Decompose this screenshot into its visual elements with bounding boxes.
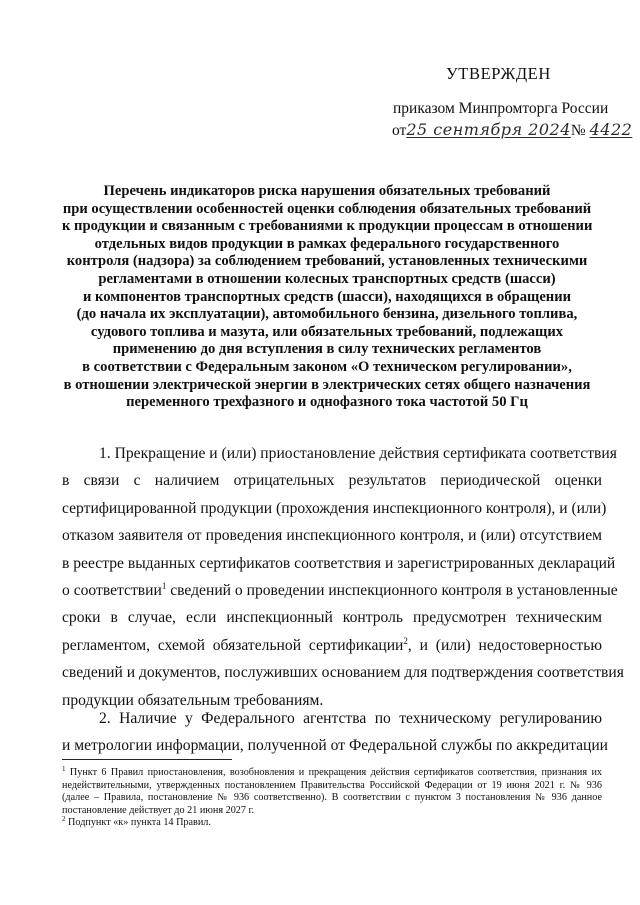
paragraph-line: 2. Наличие у Федерального агентства по техническому регулированию xyxy=(99,710,602,727)
footnote-ref-1: 1 xyxy=(161,581,167,592)
footnote-text: Пункт 6 Правил приостановления, возобновления и прекращения действия сертификатов соответствия, признания их xyxy=(65,767,602,778)
handwritten-number: 4422 xyxy=(589,120,633,139)
paragraph-line: сведений и документов, послуживших основанием для подтверждения соответствия xyxy=(62,664,624,682)
title-line: отдельных видов продукции в рамках федерального государственного xyxy=(94,235,560,252)
title-line: (до начала их эксплуатации), автомобильного бензина, дизельного топлива, xyxy=(76,306,578,323)
paragraph-text: регламентом, схемой обязательной сертификации xyxy=(62,636,404,654)
footnote-ref-2: 2 xyxy=(403,635,408,646)
title-line: в соответствии с Федеральным законом «О техническом регулировании», xyxy=(82,358,572,375)
paragraph-line: продукции обязательным требованиям. xyxy=(62,691,324,709)
footnote-separator xyxy=(62,759,232,760)
title-line: судового топлива и мазута, или обязательных требований, подлежащих xyxy=(90,323,564,340)
title-line: контроля (надзора) за соблюдением требований, установленных техническими xyxy=(66,253,588,270)
title-line: применению до дня вступления в силу технических регламентов xyxy=(112,341,542,358)
footnote-line: постановление действует до 21 июня 2027 г. xyxy=(62,804,255,816)
footnote-line: (далее – Правила, постановление № 936 соответственно). В соответствии с пунктом 3 постановления № 936 данное xyxy=(62,792,602,803)
paragraph-text: о соответствии xyxy=(62,582,162,600)
footnote-2 xyxy=(62,817,602,830)
paragraph-line xyxy=(62,577,618,604)
title-line: и компонентов транспортных средств (шасси), находящихся в обращении xyxy=(82,288,572,305)
paragraph-line: отказом заявителя от проведения инспекционного контроля, и (или) отсутствием xyxy=(62,527,602,545)
footnote-line xyxy=(62,767,602,780)
title-line: Перечень индикаторов риска нарушения обязательных требований xyxy=(103,183,551,199)
paragraph-line: 1. Прекращение и (или) приостановление действия сертификата соответствия xyxy=(99,445,617,462)
paragraph-1 xyxy=(62,440,624,714)
paragraph-2 xyxy=(62,705,609,760)
title-line: к продукции и связанным с требованиями к продукции процессам в отношении xyxy=(62,218,593,235)
handwritten-date: 25 сентября 2024 xyxy=(406,120,571,139)
paragraph-line: в реестре выданных сертификатов соответствия и зарегистрированных деклараций xyxy=(62,554,616,572)
paragraph-line: сроки в случае, если инспекционный контроль предусмотрен техническим xyxy=(62,609,602,627)
footnote-line: недействительными, утвержденных постановлением Правительства Российской Федерации от 19 июня 2021 г. № 936 xyxy=(62,779,602,791)
footnote-mark: 1 xyxy=(62,765,66,773)
footnotes xyxy=(62,767,602,830)
paragraph-line: в связи с наличием отрицательных результатов периодической оценки xyxy=(62,472,602,490)
footnote-mark: 2 xyxy=(62,815,66,823)
title-line: в отношении электрической энергии в электрических сетях общего назначения xyxy=(63,376,591,393)
footnote-text: Подпункт «к» пункта 14 Правил. xyxy=(65,817,211,828)
title-line: при осуществлении особенностей оценки соблюдения обязательных требований xyxy=(62,200,592,217)
paragraph-text: , и (или) недостоверностью xyxy=(407,636,603,654)
paragraph-line: сертифицированной продукции (прохождения инспекционного контроля), и (или) xyxy=(62,499,607,517)
paragraph-text: сведений о проведении инспекционного контроля в установленные xyxy=(166,582,618,600)
paragraph-line: и метрологии информации, полученной от Федеральной службы по аккредитации xyxy=(62,737,609,755)
title-line: переменного трехфазного и однофазного тока частотой 50 Гц xyxy=(126,394,528,411)
date-prefix: от xyxy=(392,122,407,139)
approved-heading: УТВЕРЖДЕН xyxy=(446,64,551,83)
footnote-1 xyxy=(62,767,602,817)
order-line: приказом Минпромторга России xyxy=(393,100,609,117)
document-title xyxy=(62,183,592,412)
title-line: регламентами в отношении колесных транспортных средств (шасси) xyxy=(98,270,556,287)
number-prefix: № xyxy=(570,122,586,139)
order-date-line xyxy=(392,120,632,140)
paragraph-line xyxy=(62,632,602,659)
